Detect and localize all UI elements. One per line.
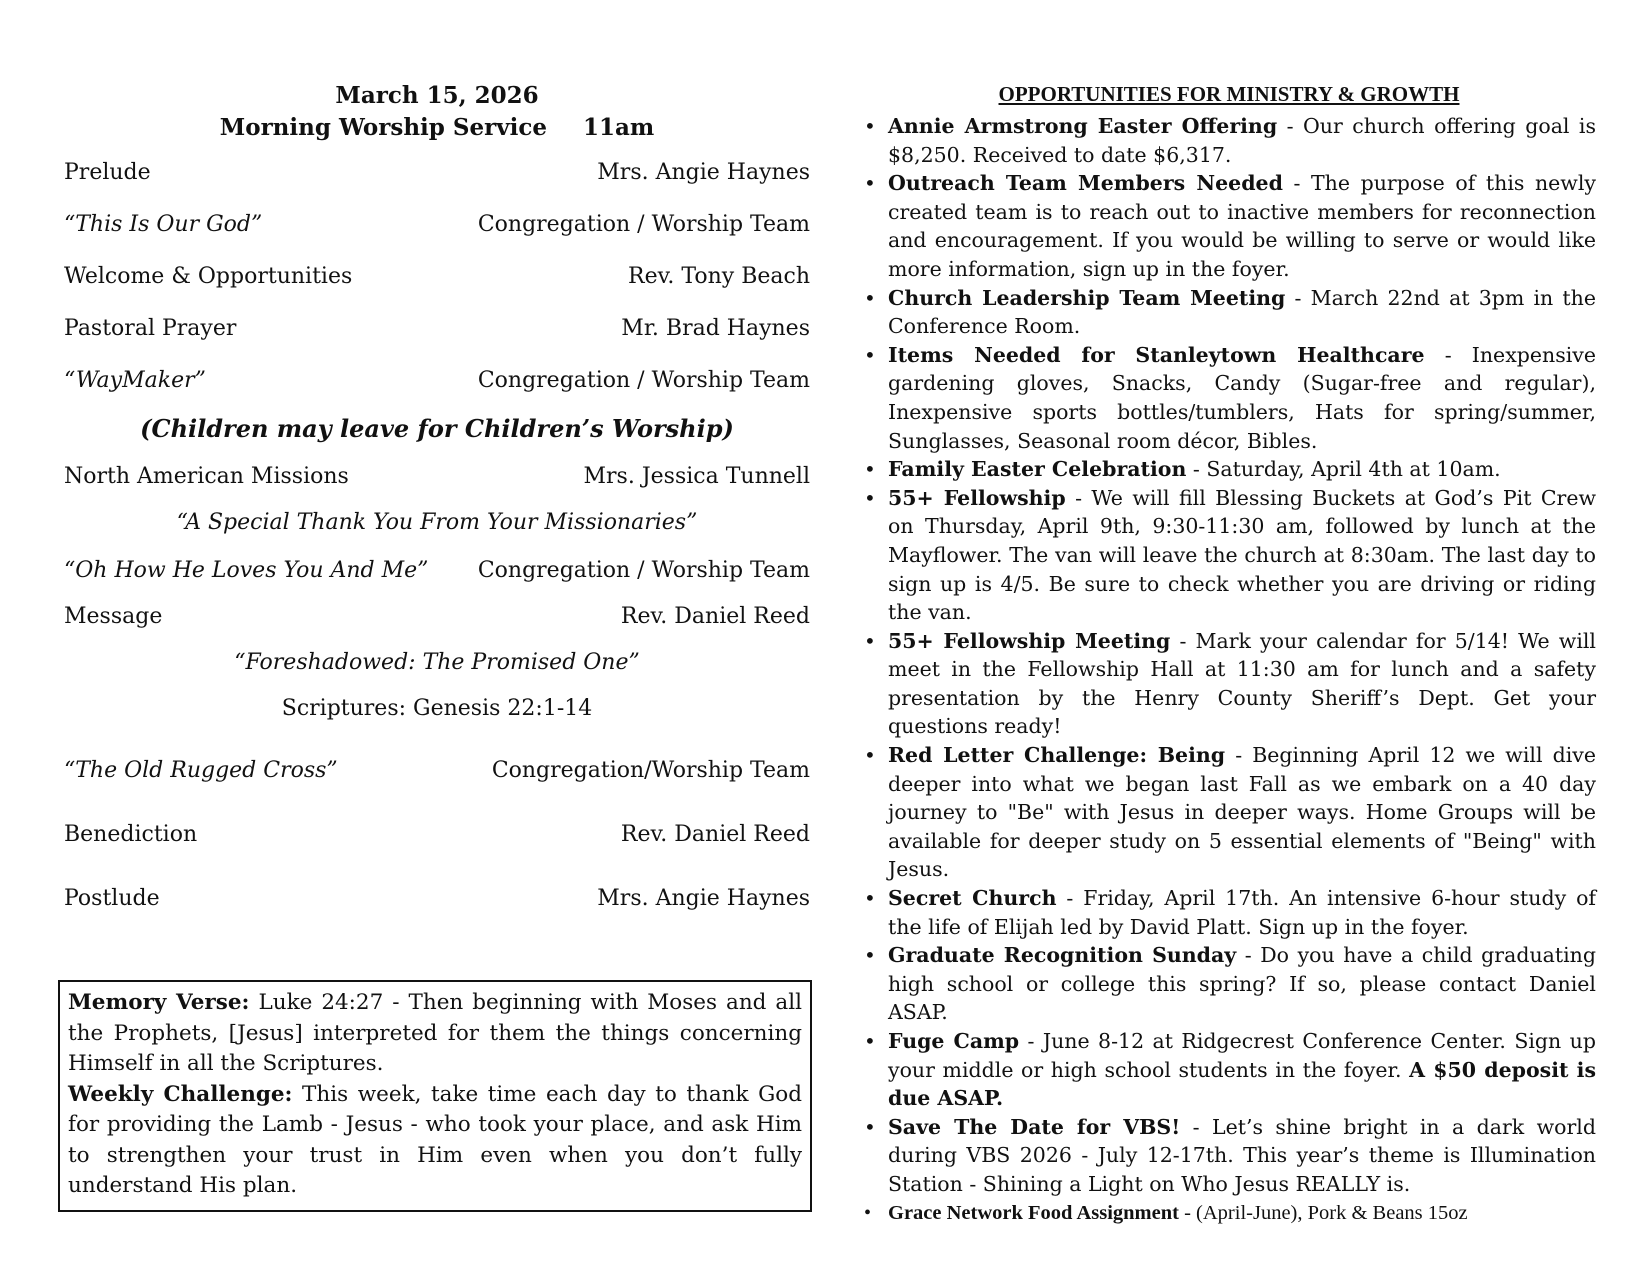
order-row [64, 366, 810, 396]
order-item: Postlude [64, 886, 160, 911]
service-title [64, 112, 810, 144]
order-leader: Congregation / Worship Team [477, 558, 810, 583]
order-row [64, 462, 810, 492]
order-item: “Oh How He Loves You And Me” [64, 558, 429, 583]
item-text: - Mark your calendar for 5/14! We will meet in the Fellowship Hall at 11:30 am for lunch and a safety presentation by the Henry County Sheriff’s Dept. Get your questions ready! [888, 628, 1596, 739]
weekly-challenge-text: This week, take time each day to thank God for providing the Lamb - Jesus - who took your place, and ask Him to strengthen your trust in Him even when you don’t fully understand His plan. [68, 1081, 802, 1198]
service-date: March 15, 2026 [335, 82, 539, 109]
list-item [862, 284, 1596, 341]
order-leader: Rev. Tony Beach [628, 264, 810, 289]
item-text: - Our church offering goal is $8,250. Received to date $6,317. [888, 114, 1596, 167]
order-item: Pastoral Prayer [64, 316, 237, 341]
order-item: “WayMaker” [64, 368, 206, 393]
list-item [862, 169, 1596, 283]
list-item [862, 941, 1596, 1027]
item-title: Red Letter Challenge: Being [888, 743, 1226, 768]
list-item [862, 627, 1596, 741]
item-title: Annie Armstrong Easter Offering [888, 114, 1278, 138]
item-title: Fuge Camp [888, 1029, 1020, 1053]
opportunities-list [862, 112, 1596, 1227]
item-title: 55+ Fellowship Meeting [888, 628, 1171, 653]
order-row [64, 820, 810, 850]
item-title: Graduate Recognition Sunday [888, 943, 1237, 968]
scriptures: Scriptures: Genesis 22:1-14 [281, 696, 593, 721]
list-item [862, 341, 1596, 455]
order-leader: Congregation / Worship Team [477, 368, 810, 393]
order-leader: Rev. Daniel Reed [620, 822, 810, 847]
order-leader: Mrs. Jessica Tunnell [583, 464, 810, 489]
order-item: Benediction [64, 822, 198, 847]
list-item [862, 1199, 1596, 1228]
memory-verse-text: Luke 24:27 - Then beginning with Moses and all the Prophets, [Jesus] interpreted for them the things concerning Himself in all the Scriptures. [68, 990, 803, 1076]
opportunities-heading: OPPORTUNITIES FOR MINISTRY & GROWTH [998, 82, 1460, 106]
item-text: - (April-June), Pork & Beans 15oz [1178, 1201, 1468, 1224]
memory-verse [68, 988, 802, 1080]
list-item [862, 741, 1596, 884]
item-title: Outreach Team Members Needed [888, 171, 1283, 196]
order-leader: Congregation/Worship Team [491, 758, 810, 783]
order-row [64, 602, 810, 632]
list-item [862, 884, 1596, 941]
order-leader: Rev. Daniel Reed [620, 604, 810, 629]
item-title: Save The Date for VBS! [888, 1114, 1181, 1139]
item-title: Items Needed for Stanleytown Healthcare [888, 342, 1425, 367]
order-leader: Mr. Brad Haynes [621, 316, 810, 341]
item-text: - Do you have a child graduating high school or college this spring? If so, please contact Daniel ASAP. [888, 943, 1596, 1025]
weekly-challenge-label: Weekly Challenge: [68, 1081, 293, 1107]
list-item [862, 112, 1596, 169]
weekly-challenge [68, 1080, 802, 1202]
order-leader: Mrs. Angie Haynes [597, 886, 810, 911]
order-row [64, 884, 810, 914]
item-text: - March 22nd at 3pm in the Conference Room. [888, 285, 1597, 339]
order-item: North American Missions [64, 464, 349, 489]
order-row [64, 314, 810, 344]
order-row [64, 756, 810, 786]
item-text: Let’s shine bright in a dark world during VBS 2026 - July 12-17th. This year’s theme is Illumination Station - Shining a Light on Who Jesus REALLY is. [888, 1114, 1596, 1196]
item-text: - Beginning April 12 we will dive deeper into what we began last Fall as we embark on a 40 day journey to "Be" with Jesus in deeper ways. Home Groups will be available for deeper study on 5 essential elements of "Being" with Jesus. [888, 743, 1596, 882]
list-item [862, 1027, 1596, 1113]
order-row [64, 158, 810, 188]
order-row [64, 556, 810, 586]
children-note: (Children may leave for Children’s Worship) [140, 414, 734, 443]
order-item: Message [64, 604, 163, 629]
order-item: Welcome & Opportunities [64, 264, 353, 289]
item-text: - June 8-12 at Ridgecrest Conference Center. Sign up your middle or high school students in the foyer. [888, 1029, 1596, 1082]
item-text: - We will fill Blessing Buckets at God’s Pit Crew on Thursday, April 9th, 9:30-11:30 am, followed by lunch at the Mayflower. The van will leave the church at 8:30am. The last day to sign up is 4/5. Be sure to check whether you are driving or riding the van. [888, 485, 1596, 625]
item-text: - Saturday, April 4th at 10am. [1186, 457, 1501, 482]
item-bold-tail: A $50 deposit is due ASAP. [888, 1057, 1597, 1111]
list-item [862, 1113, 1596, 1199]
item-text: - The purpose of this newly created team is to reach out to inactive members for reconnection and encouragement. If you would be willing to serve or would like more information, sign up in the foyer. [888, 171, 1596, 281]
order-leader: Congregation / Worship Team [477, 212, 810, 237]
order-row [64, 210, 810, 240]
missions-subtitle: “A Special Thank You From Your Missionaries” [176, 510, 698, 535]
item-text: - Inexpensive gardening gloves, Snacks, Candy (Sugar-free and regular), Inexpensive sports bottles/tumblers, Hats for spring/summer, Sunglasses, Seasonal room décor, Bibles. [888, 342, 1597, 453]
order-item: “The Old Rugged Cross” [64, 758, 338, 783]
memory-verse-box [58, 980, 812, 1212]
service-name: Morning Worship Service [219, 114, 547, 141]
order-leader: Mrs. Angie Haynes [597, 160, 810, 185]
list-item [862, 455, 1596, 484]
item-title: Secret Church [888, 886, 1057, 911]
item-title: Church Leadership Team Meeting [888, 285, 1286, 310]
item-text: - Friday, April 17th. An intensive 6-hour study of the life of Elijah led by David Platt. Sign up in the foyer. [888, 886, 1596, 939]
opportunities-section [862, 80, 1596, 1227]
order-item: “This Is Our God” [64, 212, 263, 237]
list-item [862, 484, 1596, 627]
item-title: 55+ Fellowship [888, 485, 1066, 510]
memory-verse-label: Memory Verse: [68, 990, 250, 1015]
service-time: 11am [582, 114, 655, 141]
item-title: Grace Network Food Assignment [888, 1201, 1179, 1224]
item-title: Family Easter Celebration [888, 457, 1187, 482]
order-of-worship [64, 80, 810, 914]
message-title: “Foreshadowed: The Promised One” [234, 650, 640, 675]
item-dash: - [1180, 1114, 1200, 1139]
order-row [64, 262, 810, 292]
order-item: Prelude [64, 160, 151, 185]
